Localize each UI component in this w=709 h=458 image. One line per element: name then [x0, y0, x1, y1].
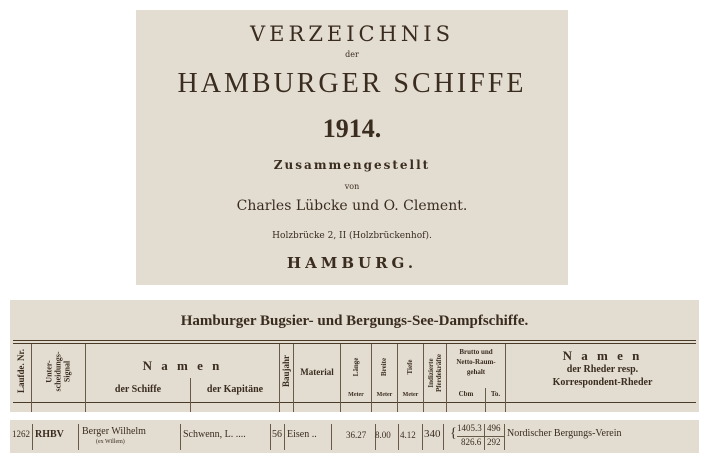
table-header-section: [10, 300, 699, 412]
header-rheder-namen: N a m e n: [562, 348, 643, 363]
unit-tiefe: Meter: [402, 392, 419, 398]
cell-nr: 1262: [12, 429, 30, 439]
header-to: To.: [490, 390, 501, 398]
header-tiefe: Tiefe: [406, 359, 414, 375]
by-label: von: [344, 182, 360, 191]
header-rheder-line2: der Rheder resp.: [566, 364, 639, 375]
cell-tiefe: 4.12: [400, 430, 416, 440]
cell-schiff: Berger Wilhelm: [82, 426, 146, 437]
unit-laenge: Meter: [348, 392, 364, 398]
title-main: HAMBURGER SCHIFFE: [177, 68, 527, 99]
title-page: [136, 10, 568, 285]
title-line2: der: [345, 50, 359, 59]
cell-signal: RHBV: [35, 429, 64, 440]
cell-ex: (ex Willem): [96, 439, 125, 445]
cell-cbm-brutto: 1405.3: [457, 423, 482, 433]
header-laenge: Länge: [352, 357, 360, 377]
cell-to-brutto: 496: [487, 423, 501, 433]
header-nr: Laufde. Nr.: [16, 349, 26, 393]
cell-baujahr: 56: [272, 429, 282, 440]
cell-breite: 8.00: [375, 430, 391, 440]
header-rheder-line3: Korrespondent-Rheder: [552, 377, 653, 388]
cell-material: Eisen ..: [287, 429, 317, 440]
header-cbm: Cbm: [458, 390, 474, 398]
compiled-label: Zusammengestellt: [273, 158, 431, 172]
cell-cbm-netto: 826.6: [461, 437, 482, 447]
address: Holzbrücke 2, II (Holzbrückenhof).: [272, 231, 432, 241]
title-line1: VERZEICHNIS: [250, 22, 454, 46]
header-kapitaene: der Kapitäne: [206, 384, 264, 395]
header-signal: Unter- scheidungs- Signal: [44, 351, 72, 392]
header-breite: Breite: [380, 357, 388, 377]
unit-breite: Meter: [376, 392, 393, 398]
header-material: Material: [300, 367, 334, 377]
header-namen: N a m e n: [142, 358, 223, 373]
cell-rheder: Nordischer Bergungs-Verein: [507, 428, 622, 439]
cell-to-netto: 292: [487, 437, 501, 447]
header-ps: Indizierte Pferdekräfte: [427, 353, 443, 393]
title-year: 1914.: [322, 114, 382, 143]
city: HAMBURG.: [286, 254, 418, 272]
table-row: [10, 420, 699, 453]
header-schiffe: der Schiffe: [114, 384, 162, 395]
header-baujahr: Baujahr: [281, 355, 291, 388]
table-title: Hamburger Bugsier- und Bergungs-See-Dampfschiffe.: [180, 313, 529, 329]
brace-icon: {: [450, 426, 457, 441]
cell-ps: 340: [424, 428, 441, 440]
cell-kapitaen: Schwenn, L. ....: [183, 429, 246, 440]
cell-laenge: 36.27: [346, 430, 367, 440]
header-raum: Brutto und Netto-Raum- gehalt: [456, 348, 496, 376]
authors: Charles Lübcke und O. Clement.: [236, 198, 468, 214]
